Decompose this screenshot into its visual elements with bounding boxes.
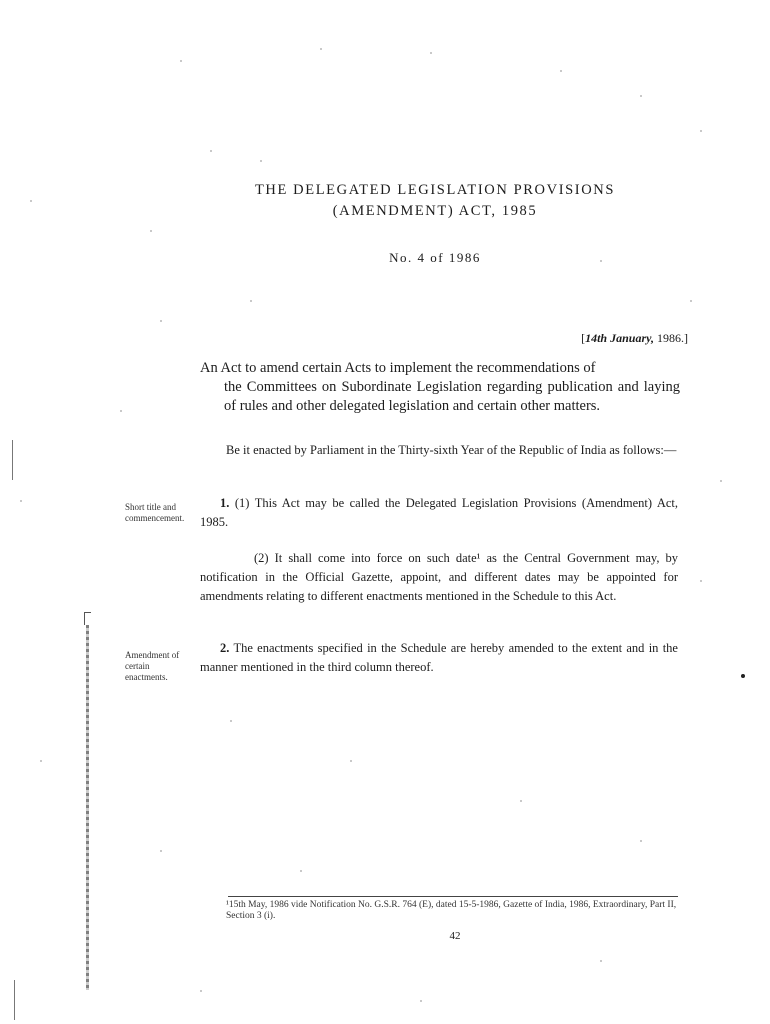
date-suffix: 1986.] [654,331,688,345]
preamble [200,359,680,416]
binding-edge [86,625,89,990]
footnote: ¹15th May, 1986 vide Notification No. G.S.R. 764 (E), dated 15-5-1986, Gazette of India, 1986, Extraordinary, Part II, Section 3 (i). [226,900,677,921]
date-prefix: [ [581,331,586,345]
section-2-number: 2. [220,641,230,655]
left-edge-mark [14,980,15,1020]
enacting-clause: Be it enacted by Parliament in the Thirty-sixth Year of the Republic of India as follows:— [226,443,677,457]
left-edge-mark [12,440,13,480]
page-number: 42 [449,930,461,942]
act-title [215,180,655,222]
enactment-date [470,331,688,346]
section-1-number: 1. [220,496,230,510]
section-1-subsection-2: (2) It shall come into force on such date¹ as the Central Government may, by notification in the Official Gazette, appoint, and different dates may be appointed for amendments relating to different enactments mentioned in the Schedule to this Act. [200,551,678,603]
stray-mark [741,674,745,678]
margin-note-short-title: Short title and commencement. [125,502,185,523]
section-1-text: (1) This Act may be called the Delegated Legislation Provisions (Amendment) Act, 1985. [200,496,679,529]
date-italic: 14th January, [585,331,654,345]
section-2-text: The enactments specified in the Schedule are hereby amended to the extent and in the manner mentioned in the third column thereof. [200,641,678,674]
section-2 [200,639,678,677]
footnote-divider [228,896,678,897]
preamble-continuation: the Committees on Subordinate Legislation regarding publication and laying of rules and other delegated legislation and certain other matters. [224,379,680,414]
preamble-first-line: An Act to amend certain Acts to implement the recommendations of [200,360,596,376]
title-line-2: (AMENDMENT) ACT, 1985 [332,203,538,219]
margin-note-amendment: Amendment of certain enactments. [125,650,180,682]
binding-bracket [84,612,91,625]
section-1 [200,494,678,532]
title-line-1: THE DELEGATED LEGISLATION PROVISIONS [254,182,616,198]
act-number: No. 4 of 1986 [389,250,481,265]
